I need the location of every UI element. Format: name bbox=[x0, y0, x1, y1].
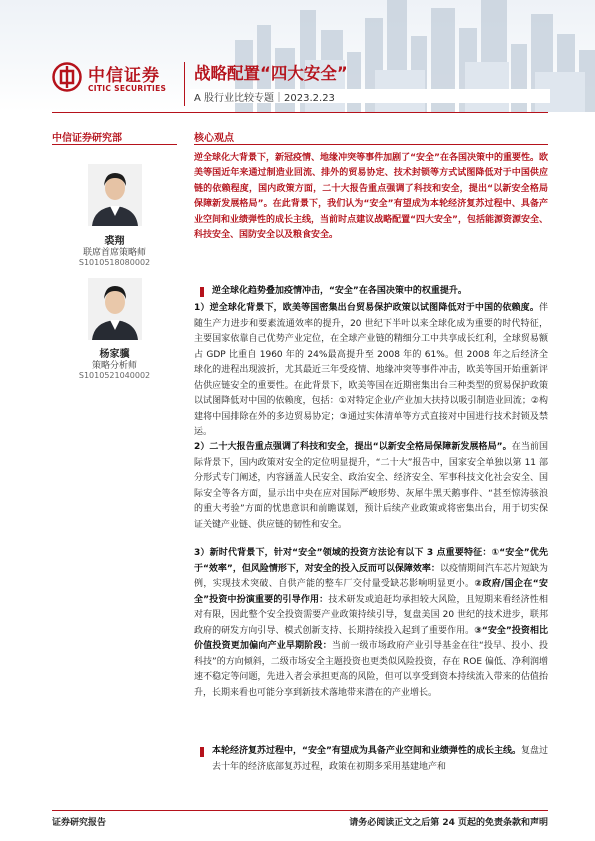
paragraph-text: 以疫情期间汽车芯片短缺为例，实现技术突破、自供产能的整车厂交付量受缺芯影响明显更小。 bbox=[194, 563, 548, 589]
footer-disclaimer: 请务必阅读正文之后第 24 页起的免责条款和声明 bbox=[349, 818, 548, 828]
citic-logo-icon bbox=[52, 62, 82, 92]
author-name: 裘翔 bbox=[104, 236, 125, 247]
author-role: 策略分析师 bbox=[91, 361, 137, 371]
header-divider bbox=[184, 62, 185, 106]
paragraph-3 bbox=[194, 546, 548, 701]
report-title: 战略配置“四大安全” bbox=[194, 64, 348, 83]
paragraph-subheading: ①“安全”优先于“效率”，但风险情形下，对安全的投入反而可以保障效率： bbox=[194, 548, 549, 574]
bullet-marker bbox=[200, 747, 204, 757]
paragraph-text: 在当前国际背景下，国内政策对安全的定位明显提升，“二十大”报告中，国家安全单独以第 11 部分形式专门阐述，内容涵盖人民安全、政治安全、经济安全、军事科技文化社会安全、国际安全等各方面，显示出中央在应对国际严峻形势、灰犀牛黑天鹅事件、“甚至惊涛骇浪的重大考验”方面的忧患意识和前瞻谋划，预计后续产业政策或将密集出台，用于切实保证关键产业链、供应链的韧性和安全。 bbox=[194, 442, 548, 530]
key-point-heading: 逆全球化趋势叠加疫情冲击，“安全”在各国决策中的权重提升。 bbox=[212, 286, 467, 296]
paragraph-subheading: ②政府/国企在“安全”投资中扮演重要的引导作用： bbox=[194, 579, 548, 605]
bullet-marker bbox=[200, 287, 204, 297]
paragraph-text: 当前一级市场政府产业引导基金在往“投早、投小、投科技”的方向倾斜，二级市场安全主题投资也更类似风险投资，存在 ROE 偏低、净利润增速不稳定等问题，先进入者会承担更高的风险，但可以享受到资本持续流入带来的估值抬升，长期来看也可能分享到新技术落地带来潜在的产业增长。 bbox=[194, 641, 548, 698]
paragraph-text: 伴随生产力进步和要素流通效率的提升，20 世纪下半叶以来全球化成为重要的时代特征，主要国家依靠自己优势产业定位，在全球产业链的精细分工中共享成长红利，全球贸易额占 GDP 比重自 1960 年的 24%最高提升至 2008 年的 61%。但 2008 年之后经济全球化的进程出现波折，尤其最近三年受疫情、地缘冲突等事件冲击，欧美等国开始重新评估供应链安全的重要性。在此背景下，欧美等国在近期密集出台三种类型的贸易保护政策以试图降低对中国的依赖度，包括：①对特定企业/产业加大扶持以吸引制造业回流；②构建将中国排除在外的多边贸易协定；③通过实体清单等方式直接对中国进行技术封锁及禁运。 bbox=[194, 303, 548, 437]
brand-name-cn: 中信证券 bbox=[88, 66, 160, 86]
paragraph-heading: 3）新时代背景下，针对“安全”领域的投资方法论有以下 3 点重要特征： bbox=[194, 548, 492, 558]
author-name: 杨家骥 bbox=[99, 349, 130, 360]
core-views-title: 核心观点 bbox=[194, 133, 234, 144]
key-point-2 bbox=[212, 744, 548, 775]
author-license-id: S1010518080002 bbox=[78, 258, 151, 267]
key-point-heading: 本轮经济复苏过程中，“安全”有望成为具备产业空间和业绩弹性的成长主线。 bbox=[212, 746, 521, 756]
paragraph-1 bbox=[194, 301, 548, 441]
research-dept-title: 中信证券研究部 bbox=[52, 133, 122, 144]
footer-rule bbox=[52, 810, 548, 811]
main-rule bbox=[194, 144, 548, 145]
page-header bbox=[0, 0, 595, 112]
paragraph-heading: 2）二十大报告重点强调了科技和安全，提出“以新安全格局保障新发展格局”。 bbox=[194, 442, 512, 452]
footer-report-type: 证券研究报告 bbox=[52, 818, 107, 828]
author-role: 联席首席策略师 bbox=[82, 248, 146, 258]
header-rule bbox=[52, 112, 548, 113]
paragraph-text: 复盘过去十年的经济底部复苏过程，政策在初期多采用基建地产和 bbox=[212, 746, 548, 772]
brand-name-en: CITIC SECURITIES bbox=[88, 84, 167, 93]
sidebar-rule bbox=[52, 144, 177, 145]
key-point-1 bbox=[212, 284, 548, 300]
paragraph-text: 技术研发或追赶均承担较大风险，且短期来看经济性相对有限，因此整个安全投资需要产业政策持续引导，复盘美国 20 世纪的技术进步，联邦政府的研发方向引导、模式创新支持、长期持续投入起到了重要作用。 bbox=[194, 594, 548, 636]
author-photo bbox=[88, 278, 142, 340]
core-summary: 逆全球化大背景下，新冠疫情、地缘冲突等事件加剧了“安全”在各国决策中的重要性。欧美等国近年来通过制造业回流、排外的贸易协定、技术封锁等方式试图降低对于中国供应链的依赖程度，国内政策方面，二十大报告重点强调了科技和安全，提出“以新安全格局保障新发展格局”。在此背景下，我们认为“安全”有望成为本轮经济复苏过程中、具备产业空间和业绩弹性的成长主线，当前时点建议战略配置“四大安全”，包括能源资源安全、科技安全、国防安全以及粮食安全。 bbox=[194, 153, 548, 241]
paragraph-2 bbox=[194, 440, 548, 533]
paragraph-subheading: ③“安全”投资相比价值投资更加偏向产业早期阶段： bbox=[194, 625, 548, 651]
author-photo bbox=[88, 164, 142, 226]
author-license-id: S1010521040002 bbox=[78, 371, 151, 380]
report-subtitle: A 股行业比较专题｜2023.2.23 bbox=[194, 93, 335, 104]
paragraph-heading: 1）逆全球化背景下，欧美等国密集出台贸易保护政策以试图降低对于中国的依赖度。 bbox=[194, 303, 539, 313]
